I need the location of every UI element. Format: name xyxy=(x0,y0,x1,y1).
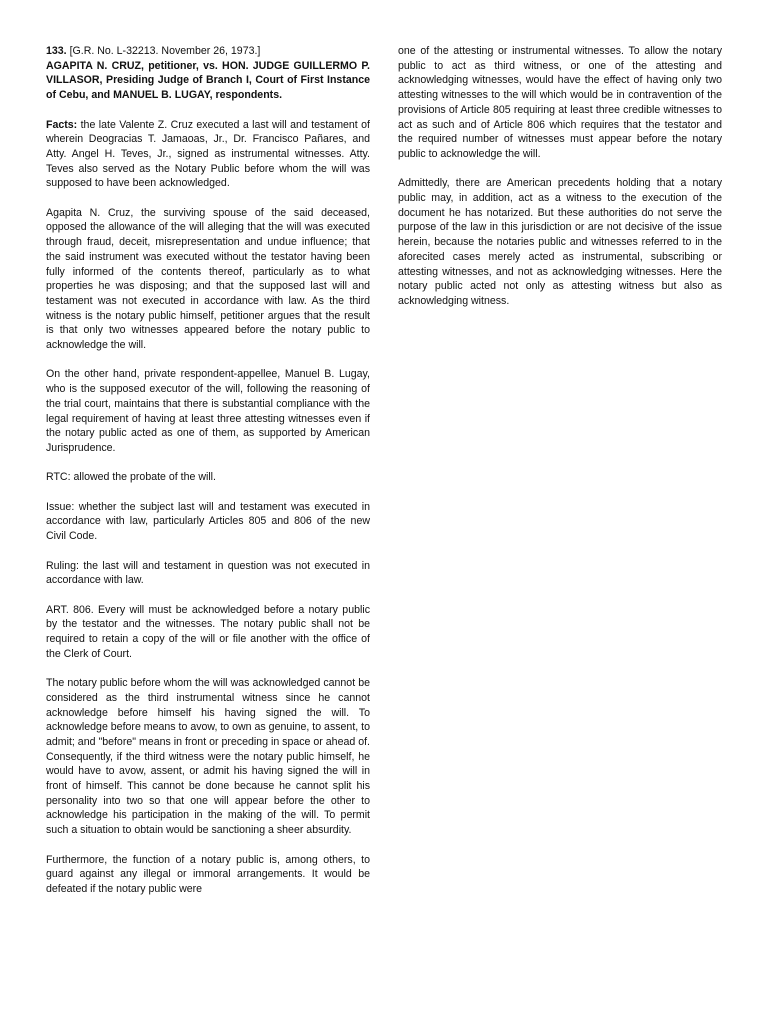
facts-label: Facts: xyxy=(46,118,78,131)
paragraph-respondent: On the other hand, private respondent-appellee, Manuel B. Lugay, who is the supposed executor of the will, following the reasoning of the trial court, maintains that there is substantial compliance with the legal requirement of having at least three attesting witnesses even if the notary public acted as one of them, as supported by American Jurisprudence. xyxy=(46,368,370,454)
paragraph-issue: Issue: whether the subject last will and testament was executed in accordance with law, particularly Articles 805 and 806 of the new Civil Code. xyxy=(46,500,370,543)
paragraph-rtc: RTC: allowed the probate of the will. xyxy=(46,471,216,484)
right-column xyxy=(398,44,722,323)
case-number: 133. xyxy=(46,45,67,57)
case-reference: [G.R. No. L-32213. November 26, 1973.] xyxy=(69,45,261,57)
paragraph-art-806: ART. 806. Every will must be acknowledged before a notary public by the testator and the witnesses. The notary public shall not be required to retain a copy of the will or file another with the office of the Clerk of Court. xyxy=(46,603,370,660)
facts-paragraph xyxy=(46,118,370,192)
paragraph-continuation: one of the attesting or instrumental witnesses. To allow the notary public to act as third witness, or one of the attesting and acknowledging witnesses, would have the effect of having only two attesting witnesses to the will which would be in contravention of the provisions of Article 805 requiring at least three credible witnesses to act as such and of Article 806 which requires that the testator and the required number of witnesses must appear before the notary public to acknowledge the will. xyxy=(398,45,722,160)
facts-text: the late Valente Z. Cruz executed a last will and testament of wherein Deogracias T. Jamaoas, Jr., Dr. Francisco Pañares, and Atty. Angel H. Teves, Jr., signed as instrumental witnesses. Atty. Teves also served as the Notary Public before whom the will was supposed to have been acknowledged. xyxy=(46,118,370,190)
paragraph-notary-function: Furthermore, the function of a notary public is, among others, to guard against any illegal or immoral arrangements. It would be defeated if the notary public were xyxy=(46,853,370,895)
left-column xyxy=(46,44,370,911)
paragraph-opposition: Agapita N. Cruz, the surviving spouse of the said deceased, opposed the allowance of the will alleging that the will was executed through fraud, deceit, misrepresentation and undue influence; that the said instrument was executed without the testator having been fully informed of the contents thereof, particularly as to what properties he was disposing; and that the supposed last will and testament was not executed in accordance with law. As the third witness is the notary public himself, petitioner argues that the result is that only two witnesses appeared before the notary public to acknowledge the will. xyxy=(46,206,370,352)
case-parties: AGAPITA N. CRUZ, petitioner, vs. HON. JUDGE GUILLERMO P. VILLASOR, Presiding Judge of Branch I, Court of First Instance of Cebu, and MANUEL B. LUGAY, respondents. xyxy=(46,59,370,102)
paragraph-american-precedents: Admittedly, there are American precedents holding that a notary public may, in addition, act as a witness to the execution of the document he has notarized. But these authorities do not serve the purpose of the law in this jurisdiction or are not decisive of the issue herein, because the notaries public and witnesses referred to in the aforecited cases merely acted as instrumental, subscribing or attesting witnesses, and not as acknowledging witnesses. Here the notary public acted not only as attesting witness but also as acknowledging witness. xyxy=(398,177,722,307)
case-heading xyxy=(46,44,370,103)
paragraph-ruling: Ruling: the last will and testament in question was not executed in accordance with law. xyxy=(46,559,370,587)
paragraph-notary-witness: The notary public before whom the will was acknowledged cannot be considered as the third instrumental witness since he cannot acknowledge before himself his having signed the will. To acknowledge before means to avow, to own as genuine, to assent, to admit; and "before" means in front or preceding in space or ahead of. Consequently, if the third witness were the notary public himself, he would have to avow, assent, or admit his having signed the will in front of himself. This cannot be done because he cannot split his personality into two so that one will appear before the other to acknowledge his participation in the making of the will. To permit such a situation to obtain would be sanctioning a sheer absurdity. xyxy=(46,677,370,837)
